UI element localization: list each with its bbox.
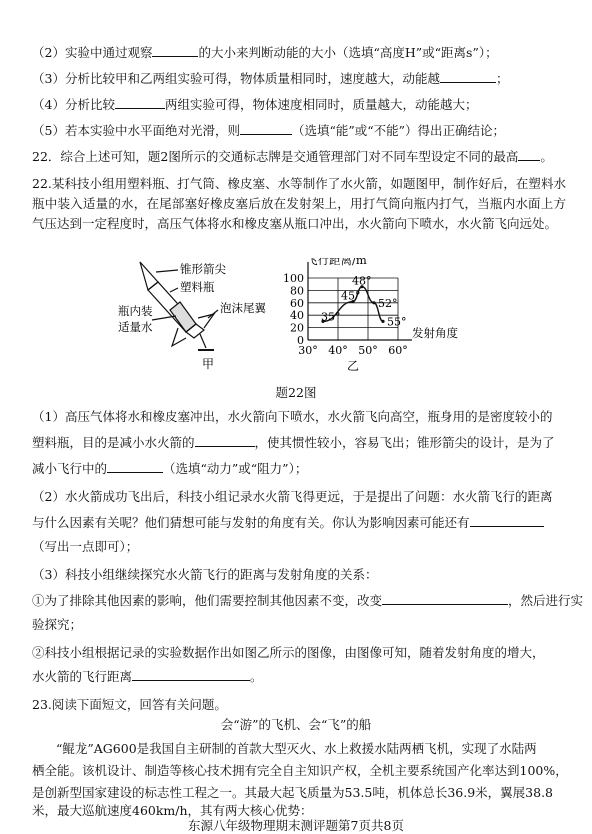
x-axis-label: 发射角度 [412,326,458,340]
label-tail: 泡沫尾翼 [220,301,266,315]
q22-part2-line2: 与什么因素有关呢？他们猜想可能与发射的角度有关。你认为影响因素可能还有 [32,514,566,532]
q23-article-title: 会“游”的飞机、会“飞”的船 [220,717,372,732]
q22-part3-1-line2: 验探究； [32,617,83,632]
q22-part2-line1: （2）水火箭成功飞出后，科技小组记录水火箭飞得更远，于是提出了问题：水火箭飞行的距离 [32,489,553,504]
distance-angle-chart [283,258,458,373]
q23-intro: 23.阅读下面短文，回答有关问题。 [32,697,227,712]
q22-part3-2-line1: ②科技小组根据记录的实验数据作出如图乙所示的图像，由图像可知，随着发射角度的增大， [32,645,545,660]
q22-part1-line1: （1）高压气体将水和橡皮塞冲出，水火箭向下喷水，水火箭飞向高空，瓶身用的是密度较小的 [32,409,553,424]
y-axis-label: 飞行距离/m [306,258,367,267]
x-tick-label: 60° [388,344,408,357]
y-tick-label: 20 [290,321,304,335]
label-water-1: 瓶内装 [118,304,153,318]
x-tick-label: 50° [358,344,378,357]
question-line-22-summary: 22．综合上述可知，题2图所示的交通标志牌是交通管理部门对不同车型设定不同的最高 。 [32,149,553,164]
question-line-5: （5）若本实验中水平面绝对光滑，则 （选填“能”或“不能”）得出正确结论； [32,123,506,138]
answer-blank[interactable] [382,592,508,605]
q22-part3-2-line2: 水火箭的飞行距离 。 [32,669,263,684]
figure-svg [118,258,498,376]
data-point [372,301,375,304]
answer-blank[interactable] [440,70,496,83]
question-line-3: （3）分析比较甲和乙两组实验可得，物体质量相同时，速度越大，动能越 ； [32,71,509,86]
question-line-4: （4）分析比较 两组实验可得，物体速度相同时，质量越大，动能越大； [32,97,478,112]
label-tip: 锥形箭尖 [180,262,226,276]
q22-part1-line2: 塑料瓶，目的是减小水火箭的 ，使其惯性较小，容易飞出；锥形箭尖的设计，是为了 [32,435,555,450]
q22-part3-1-line1: ①为了排除其他因素的影响，他们需要控制其他因素不变，改变 ，然后进行实 [32,593,584,608]
data-point-label: 35° [321,310,341,324]
x-tick-label: 30° [298,344,318,357]
page-footer: 东源八年级物理期末测评题第7页共8页 [188,818,404,833]
rocket-nose [140,262,158,290]
caption-yi: 乙 [347,359,360,373]
q22-intro: 22.某科技小组用塑料瓶、打气筒、橡皮塞、水等制作了水火箭，如题图甲，制作好后，在塑料水瓶中装入适量的水，在尾部塞好橡皮塞后放在发射架上，用打气筒向瓶内打气，当瓶内水面上方气压达到一定程度时，高压气体将水和橡皮塞从瓶口冲出，水火箭向下喷水，水火箭飞向远处。 [32,176,566,231]
data-point [381,320,384,323]
y-tick-label: 80 [290,284,304,298]
y-tick-label: 100 [283,272,304,285]
caption-jia: 甲 [202,357,215,371]
q22-part2-line3: （写出一点即可）； [32,539,139,554]
q23-body-line2: 栖全能。该机设计、制造等核心技术拥有完全自主知识产权，全机主要系统国产化率达到100%， [32,763,568,778]
rocket-fin-left [172,328,186,346]
question-line-2: （2）实验中通过观察 的大小来判断动能的大小（选填“高度H”或“距离s”）； [32,45,498,60]
answer-blank[interactable] [470,514,544,527]
label-bottle: 塑料瓶 [180,280,215,294]
answer-blank[interactable] [152,44,198,57]
q22-figure [118,258,498,376]
q23-body-line4: 米，最大巡航速度460km/h，其有两大核心优势： [32,803,313,818]
data-point-label: 52° [378,296,398,310]
q22-part3-intro: （3）科技小组继续探究水火箭飞行的距离与发射角度的关系： [32,567,378,582]
data-point-label: 48° [352,274,372,288]
q23-body-line3: 是创新型国家建设的标志性工程之一。其最大起飞质量为53.5吨，机体总长36.9米，翼展38.8 [32,785,553,800]
data-point-label: 45° [341,289,361,303]
answer-blank[interactable] [115,96,165,109]
answer-blank[interactable] [107,460,163,473]
y-tick-label: 60 [290,296,304,310]
q23-body-line1: “鲲龙”AG600是我国自主研制的首款大型灭火、水上救援水陆两栖飞机，实现了水陆两 [56,741,537,756]
figure-title: 题22图 [275,385,317,400]
y-tick-label: 40 [290,309,304,323]
answer-blank[interactable] [518,148,540,161]
q22-part1-line3: 减小飞行中的 （选填“动力”或“阻力”）； [32,461,308,476]
answer-blank[interactable] [240,122,292,135]
rocket-fin-right [198,314,214,328]
label-water-2: 适量水 [118,320,153,334]
y-tick-label: 0 [297,334,304,347]
answer-blank[interactable] [132,668,250,681]
data-point-label: 55° [387,315,407,329]
answer-blank[interactable] [195,434,255,447]
x-tick-label: 40° [328,344,348,357]
stand-pole [200,334,206,348]
